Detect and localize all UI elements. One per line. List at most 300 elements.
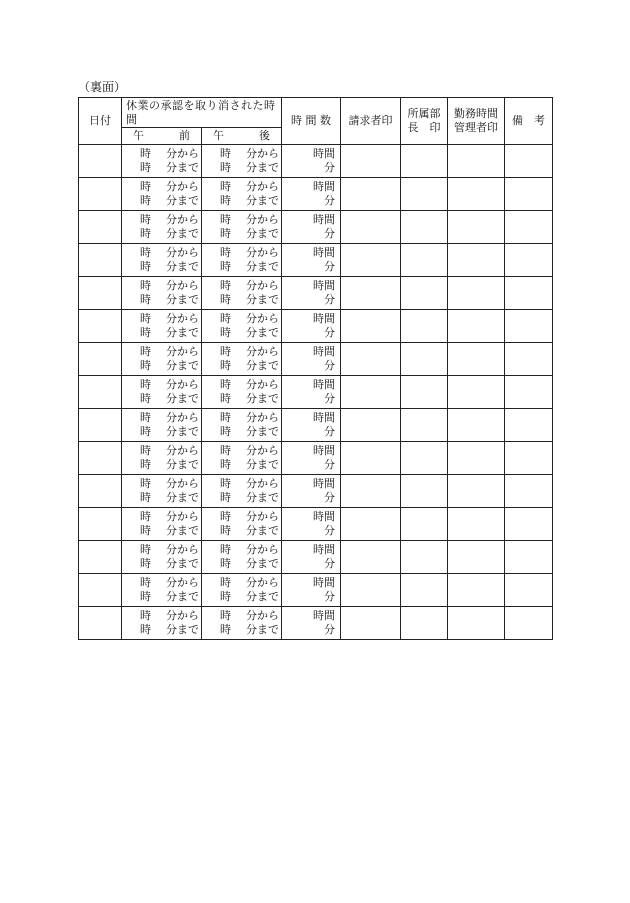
cell-text: 分まで <box>246 293 279 306</box>
cell-text: 時間 <box>313 279 335 292</box>
dept-head-seal-cell[interactable] <box>401 574 448 607</box>
cell-text: 分から <box>166 312 199 325</box>
cell-text: 時 <box>220 458 231 471</box>
pm-time-cell[interactable] <box>202 607 282 640</box>
cell-text: 分まで <box>246 491 279 504</box>
cell-text: 分から <box>246 576 279 589</box>
cell-text: 時 <box>140 609 151 622</box>
requester-seal-cell[interactable] <box>341 541 401 574</box>
table-row <box>79 244 553 277</box>
cell-text: 分から <box>166 213 199 226</box>
cell-text: 分から <box>246 543 279 556</box>
cell-text: 分から <box>246 180 279 193</box>
cell-text: 分から <box>166 477 199 490</box>
dept-head-seal-cell[interactable] <box>401 343 448 376</box>
am-time-cell[interactable] <box>122 376 202 409</box>
dept-head-seal-cell[interactable] <box>401 178 448 211</box>
remarks-cell[interactable] <box>505 343 553 376</box>
requester-seal-header: 請求者印 <box>341 98 401 145</box>
manager-seal-cell[interactable] <box>448 574 505 607</box>
cell-text: 分 <box>324 359 335 372</box>
table-row <box>79 145 553 178</box>
manager-seal-cell[interactable] <box>448 607 505 640</box>
cell-text: 時 <box>220 345 231 358</box>
cell-text: 時間 <box>313 180 335 193</box>
cell-text: 勤務時間 <box>454 107 498 120</box>
cell-text: 分から <box>246 477 279 490</box>
pm-time-cell[interactable] <box>202 475 282 508</box>
am-time-cell[interactable] <box>122 508 202 541</box>
cell-text: 時間 <box>313 312 335 325</box>
cell-text: 時間 <box>313 477 335 490</box>
date-cell[interactable] <box>79 541 122 574</box>
requester-seal-cell[interactable] <box>341 475 401 508</box>
dept-head-seal-cell[interactable] <box>401 409 448 442</box>
cell-text: 分まで <box>166 524 199 537</box>
cell-text: 分 <box>324 590 335 603</box>
cell-text: 時 <box>140 161 151 174</box>
table-row <box>79 343 553 376</box>
cell-text: 時間 <box>313 213 335 226</box>
hours-cell[interactable] <box>282 376 341 409</box>
hours-cell[interactable] <box>282 442 341 475</box>
date-cell[interactable] <box>79 574 122 607</box>
cell-text: 分 <box>324 194 335 207</box>
manager-seal-cell[interactable] <box>448 277 505 310</box>
manager-seal-cell[interactable] <box>448 310 505 343</box>
cell-text: 時 <box>220 444 231 457</box>
hours-cell[interactable] <box>282 178 341 211</box>
cell-text: 分から <box>166 279 199 292</box>
cell-text: 時 <box>140 491 151 504</box>
table-row <box>79 442 553 475</box>
date-cell[interactable] <box>79 244 122 277</box>
hours-cell[interactable] <box>282 607 341 640</box>
am-time-cell[interactable] <box>122 475 202 508</box>
cell-text: 分 <box>324 293 335 306</box>
manager-seal-cell[interactable] <box>448 475 505 508</box>
dept-head-seal-cell[interactable] <box>401 310 448 343</box>
pm-time-cell[interactable] <box>202 541 282 574</box>
cell-text: 後 <box>259 129 270 142</box>
leave-cancellation-table <box>78 97 553 640</box>
table-row <box>79 376 553 409</box>
requester-seal-cell[interactable] <box>341 574 401 607</box>
cell-text: 時 <box>220 161 231 174</box>
cell-text: 時 <box>140 293 151 306</box>
cell-text: 時 <box>140 557 151 570</box>
cell-text: 分まで <box>166 260 199 273</box>
hours-cell[interactable] <box>282 310 341 343</box>
manager-seal-cell[interactable] <box>448 343 505 376</box>
cell-text: 分まで <box>166 623 199 636</box>
manager-seal-cell[interactable] <box>448 409 505 442</box>
cell-text: 時 <box>140 213 151 226</box>
cell-text: 時 <box>220 425 231 438</box>
cell-text: 午 <box>213 129 224 142</box>
dept-head-seal-cell[interactable] <box>401 145 448 178</box>
date-cell[interactable] <box>79 409 122 442</box>
cell-text: 分から <box>246 378 279 391</box>
cell-text: 時 <box>220 378 231 391</box>
cell-text: 分まで <box>246 392 279 405</box>
pm-time-cell[interactable] <box>202 574 282 607</box>
cell-text: 時 <box>140 359 151 372</box>
cell-text: 時 <box>140 543 151 556</box>
hours-cell[interactable] <box>282 541 341 574</box>
cell-text: 分から <box>166 378 199 391</box>
cell-text: 分まで <box>246 623 279 636</box>
requester-seal-cell[interactable] <box>341 376 401 409</box>
requester-seal-cell[interactable] <box>341 178 401 211</box>
am-time-cell[interactable] <box>122 607 202 640</box>
table-row <box>79 508 553 541</box>
pm-time-cell[interactable] <box>202 442 282 475</box>
cell-text: 時 <box>140 411 151 424</box>
table-row <box>79 178 553 211</box>
am-time-cell[interactable] <box>122 277 202 310</box>
cell-text: 時 <box>140 147 151 160</box>
pm-time-cell[interactable] <box>202 508 282 541</box>
table-row <box>79 541 553 574</box>
requester-seal-cell[interactable] <box>341 607 401 640</box>
cell-text: 分まで <box>246 161 279 174</box>
table-row <box>79 211 553 244</box>
pm-time-cell[interactable] <box>202 244 282 277</box>
requester-seal-cell[interactable] <box>341 409 401 442</box>
cell-text: 時間 <box>313 576 335 589</box>
pm-time-cell[interactable] <box>202 277 282 310</box>
remarks-cell[interactable] <box>505 508 553 541</box>
remarks-cell[interactable] <box>505 310 553 343</box>
manager-seal-cell[interactable] <box>448 541 505 574</box>
cell-text: 分まで <box>246 425 279 438</box>
cell-text: 分から <box>166 576 199 589</box>
am-time-cell[interactable] <box>122 442 202 475</box>
cell-text: 分まで <box>166 359 199 372</box>
cell-text: 時 <box>140 425 151 438</box>
hours-cell[interactable] <box>282 145 341 178</box>
cell-text: 時 <box>220 477 231 490</box>
cell-text: 分から <box>246 246 279 259</box>
am-time-cell[interactable] <box>122 343 202 376</box>
cell-text: 時 <box>220 147 231 160</box>
dept-head-seal-cell[interactable] <box>401 475 448 508</box>
hours-cell[interactable] <box>282 211 341 244</box>
pm-subheader <box>202 128 282 145</box>
date-cell[interactable] <box>79 508 122 541</box>
requester-seal-cell[interactable] <box>341 277 401 310</box>
cell-text: 分 <box>324 524 335 537</box>
cell-text: 分 <box>324 557 335 570</box>
date-cell[interactable] <box>79 607 122 640</box>
requester-seal-cell[interactable] <box>341 508 401 541</box>
cell-text: 時 <box>140 524 151 537</box>
cell-text: 時 <box>220 359 231 372</box>
cell-text: 分まで <box>246 260 279 273</box>
dept-head-seal-cell[interactable] <box>401 541 448 574</box>
cell-text: 分 <box>324 326 335 339</box>
date-cell[interactable] <box>79 343 122 376</box>
cell-text: 分 <box>324 623 335 636</box>
pm-time-cell[interactable] <box>202 376 282 409</box>
cell-text: 時 <box>140 194 151 207</box>
cell-text: 分から <box>246 411 279 424</box>
cell-text: 分 <box>324 161 335 174</box>
table-row <box>79 475 553 508</box>
cell-text: 所属部 <box>407 107 441 120</box>
cell-text: 分まで <box>166 227 199 240</box>
am-time-cell[interactable] <box>122 244 202 277</box>
remarks-cell[interactable] <box>505 475 553 508</box>
cell-text: 時 <box>220 590 231 603</box>
manager-seal-cell[interactable] <box>448 376 505 409</box>
cell-text: 分まで <box>166 293 199 306</box>
cell-text: 時 <box>220 510 231 523</box>
cell-text: 時 <box>140 378 151 391</box>
manager-seal-cell[interactable] <box>448 178 505 211</box>
cell-text: 管理者印 <box>454 121 498 134</box>
cell-text: 分まで <box>246 227 279 240</box>
cell-text: 分から <box>246 213 279 226</box>
cell-text: 時 <box>140 444 151 457</box>
table-row <box>79 277 553 310</box>
cell-text: 時 <box>140 477 151 490</box>
cell-text: 時 <box>220 260 231 273</box>
cell-text: 分まで <box>166 194 199 207</box>
dept-head-seal-cell[interactable] <box>401 376 448 409</box>
cell-text: 時 <box>140 623 151 636</box>
am-time-cell[interactable] <box>122 409 202 442</box>
table-row <box>79 607 553 640</box>
date-cell[interactable] <box>79 211 122 244</box>
requester-seal-cell[interactable] <box>341 442 401 475</box>
cell-text: 分まで <box>246 359 279 372</box>
cell-text: 分まで <box>166 590 199 603</box>
dept-head-seal-cell[interactable] <box>401 211 448 244</box>
pm-time-cell[interactable] <box>202 310 282 343</box>
cell-text: 時 <box>140 392 151 405</box>
hours-cell[interactable] <box>282 409 341 442</box>
requester-seal-cell[interactable] <box>341 211 401 244</box>
dept-head-seal-cell[interactable] <box>401 244 448 277</box>
requester-seal-cell[interactable] <box>341 244 401 277</box>
pm-time-cell[interactable] <box>202 178 282 211</box>
pm-time-cell[interactable] <box>202 211 282 244</box>
cell-text: 時 <box>140 326 151 339</box>
cell-text: 時間 <box>313 444 335 457</box>
am-time-cell[interactable] <box>122 145 202 178</box>
cell-text: 時 <box>220 524 231 537</box>
cell-text: 時 <box>220 609 231 622</box>
requester-seal-cell[interactable] <box>341 310 401 343</box>
cell-text: 時間 <box>313 345 335 358</box>
cell-text: 分まで <box>246 524 279 537</box>
hours-cell[interactable] <box>282 508 341 541</box>
dept-head-seal-cell[interactable] <box>401 277 448 310</box>
back-side-label: （裏面） <box>78 80 127 94</box>
cell-text: 分から <box>166 180 199 193</box>
hours-cell[interactable] <box>282 277 341 310</box>
date-cell[interactable] <box>79 310 122 343</box>
cell-text: 分から <box>166 411 199 424</box>
cell-text: 時 <box>140 458 151 471</box>
cell-text: 時 <box>220 180 231 193</box>
cell-text: 分から <box>166 609 199 622</box>
cell-text: 午 <box>133 129 144 142</box>
cell-text: 時間 <box>313 378 335 391</box>
hours-cell[interactable] <box>282 475 341 508</box>
cell-text: 時 <box>220 543 231 556</box>
remarks-cell[interactable] <box>505 211 553 244</box>
cell-text: 分まで <box>246 590 279 603</box>
date-cell[interactable] <box>79 178 122 211</box>
remarks-cell[interactable] <box>505 607 553 640</box>
cell-text: 時 <box>220 557 231 570</box>
date-cell[interactable] <box>79 277 122 310</box>
am-time-cell[interactable] <box>122 211 202 244</box>
remarks-cell[interactable] <box>505 442 553 475</box>
pm-time-cell[interactable] <box>202 145 282 178</box>
cell-text: 分 <box>324 392 335 405</box>
cell-text: 時 <box>220 213 231 226</box>
cell-text: 分から <box>166 510 199 523</box>
am-time-cell[interactable] <box>122 541 202 574</box>
cell-text: 時 <box>140 260 151 273</box>
cell-text: 分まで <box>166 326 199 339</box>
cell-text: 分から <box>166 345 199 358</box>
cell-text: 時 <box>220 246 231 259</box>
cell-text: 分まで <box>246 557 279 570</box>
cell-text: 分から <box>246 510 279 523</box>
cell-text: 分から <box>166 444 199 457</box>
date-cell[interactable] <box>79 145 122 178</box>
cell-text: 分まで <box>246 326 279 339</box>
cell-text: 分から <box>246 312 279 325</box>
cell-text: 時間 <box>313 609 335 622</box>
cell-text: 分から <box>246 444 279 457</box>
manager-seal-cell[interactable] <box>448 244 505 277</box>
pm-time-cell[interactable] <box>202 343 282 376</box>
cell-text: 時間 <box>313 510 335 523</box>
hours-cell[interactable] <box>282 574 341 607</box>
am-time-cell[interactable] <box>122 574 202 607</box>
remarks-cell[interactable] <box>505 574 553 607</box>
cell-text: 分から <box>166 543 199 556</box>
cell-text: 分 <box>324 260 335 273</box>
cell-text: 分 <box>324 227 335 240</box>
cell-text: 分まで <box>246 458 279 471</box>
cell-text: 時 <box>220 392 231 405</box>
cell-text: 分まで <box>166 458 199 471</box>
remarks-cell[interactable] <box>505 145 553 178</box>
date-header: 日付 <box>79 98 122 145</box>
cell-text: 時間 <box>313 147 335 160</box>
manager-seal-cell[interactable] <box>448 442 505 475</box>
table-row <box>79 310 553 343</box>
dept-head-seal-cell[interactable] <box>401 607 448 640</box>
cell-text: 時 <box>140 227 151 240</box>
leave-cancelled-time-header: 休業の承認を取り消された時間 <box>122 98 282 128</box>
table-row <box>79 574 553 607</box>
cell-text: 分 <box>324 491 335 504</box>
dept-head-seal-header <box>401 98 448 145</box>
cell-text: 時 <box>220 411 231 424</box>
manager-seal-cell[interactable] <box>448 145 505 178</box>
cell-text: 分から <box>246 279 279 292</box>
cell-text: 分まで <box>166 425 199 438</box>
manager-seal-cell[interactable] <box>448 508 505 541</box>
requester-seal-cell[interactable] <box>341 343 401 376</box>
date-cell[interactable] <box>79 376 122 409</box>
remarks-header: 備 考 <box>505 98 553 145</box>
table-row <box>79 409 553 442</box>
am-time-cell[interactable] <box>122 178 202 211</box>
cell-text: 時 <box>140 246 151 259</box>
remarks-cell[interactable] <box>505 376 553 409</box>
hours-cell[interactable] <box>282 343 341 376</box>
date-cell[interactable] <box>79 475 122 508</box>
remarks-cell[interactable] <box>505 541 553 574</box>
am-time-cell[interactable] <box>122 310 202 343</box>
hours-header: 時 間 数 <box>282 98 341 145</box>
cell-text: 分まで <box>166 392 199 405</box>
cell-text: 分まで <box>166 557 199 570</box>
cell-text: 時 <box>220 293 231 306</box>
cell-text: 分 <box>324 458 335 471</box>
remarks-cell[interactable] <box>505 409 553 442</box>
cell-text: 時 <box>220 312 231 325</box>
pm-time-cell[interactable] <box>202 409 282 442</box>
manager-seal-header <box>448 98 505 145</box>
cell-text: 時 <box>220 491 231 504</box>
cell-text: 時間 <box>313 246 335 259</box>
cell-text: 時 <box>140 345 151 358</box>
hours-cell[interactable] <box>282 244 341 277</box>
remarks-cell[interactable] <box>505 178 553 211</box>
cell-text: 分から <box>246 345 279 358</box>
cell-text: 時 <box>220 279 231 292</box>
remarks-cell[interactable] <box>505 244 553 277</box>
cell-text: 分から <box>246 147 279 160</box>
cell-text: 時 <box>220 623 231 636</box>
cell-text: 分まで <box>166 491 199 504</box>
cell-text: 時 <box>140 279 151 292</box>
date-cell[interactable] <box>79 442 122 475</box>
requester-seal-cell[interactable] <box>341 145 401 178</box>
cell-text: 分から <box>246 609 279 622</box>
dept-head-seal-cell[interactable] <box>401 508 448 541</box>
cell-text: 時 <box>140 590 151 603</box>
manager-seal-cell[interactable] <box>448 211 505 244</box>
cell-text: 時 <box>140 510 151 523</box>
cell-text: 分まで <box>166 161 199 174</box>
cell-text: 前 <box>179 129 190 142</box>
cell-text: 時 <box>220 326 231 339</box>
cell-text: 時 <box>140 180 151 193</box>
remarks-cell[interactable] <box>505 277 553 310</box>
cell-text: 分まで <box>246 194 279 207</box>
cell-text: 時 <box>220 576 231 589</box>
cell-text: 時間 <box>313 411 335 424</box>
cell-text: 分から <box>166 246 199 259</box>
dept-head-seal-cell[interactable] <box>401 442 448 475</box>
cell-text: 時 <box>140 312 151 325</box>
cell-text: 分から <box>166 147 199 160</box>
cell-text: 時 <box>140 576 151 589</box>
am-subheader <box>122 128 202 145</box>
cell-text: 分 <box>324 425 335 438</box>
